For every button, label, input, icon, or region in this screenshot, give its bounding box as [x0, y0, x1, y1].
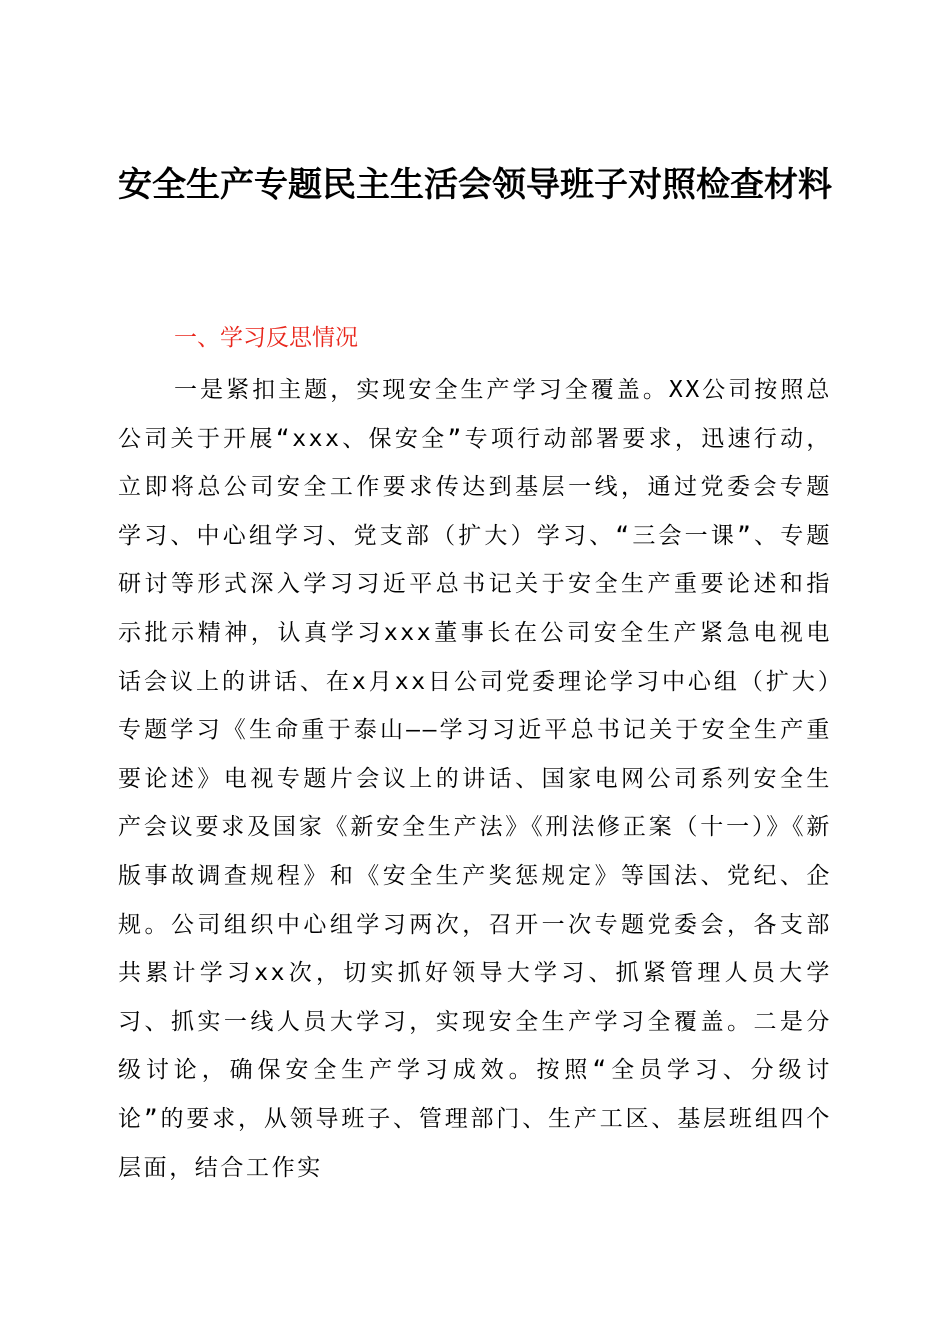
- document-title: 安全生产专题民主生活会领导班子对照检查材料: [118, 165, 832, 205]
- section-heading: 一、学习反思情况: [174, 325, 358, 351]
- body-paragraph: 一是紧扣主题，实现安全生产学习全覆盖。XX公司按照总公司关于开展“xxx、保安全”专项行动部署要求，迅速行动，立即将总公司安全工作要求传达到基层一线，通过党委会专题学习、中心组学习、党支部（扩大）学习、“三会一课”、专题研讨等形式深入学习习近平总书记关于安全生产重要论述和指示批示精神，认真学习xxx董事长在公司安全生产紧急电视电话会议上的讲话、在x月xx日公司党委理论学习中心组（扩大）专题学习《生命重于泰山——学习习近平总书记关于安全生产重要论述》电视专题片会议上的讲话、国家电网公司系列安全生产会议要求及国家《新安全生产法》《刑法修正案（十一）》《新版事故调查规程》和《安全生产奖惩规定》等国法、党纪、企规。公司组织中心组学习两次，召开一次专题党委会，各支部共累计学习xx次，切实抓好领导大学习、抓紧管理人员大学习、抓实一线人员大学习，实现安全生产学习全覆盖。二是分级讨论，确保安全生产学习成效。按照“全员学习、分级讨论”的要求，从领导班子、管理部门、生产工区、基层班组四个层面，结合工作实: [118, 377, 832, 1181]
